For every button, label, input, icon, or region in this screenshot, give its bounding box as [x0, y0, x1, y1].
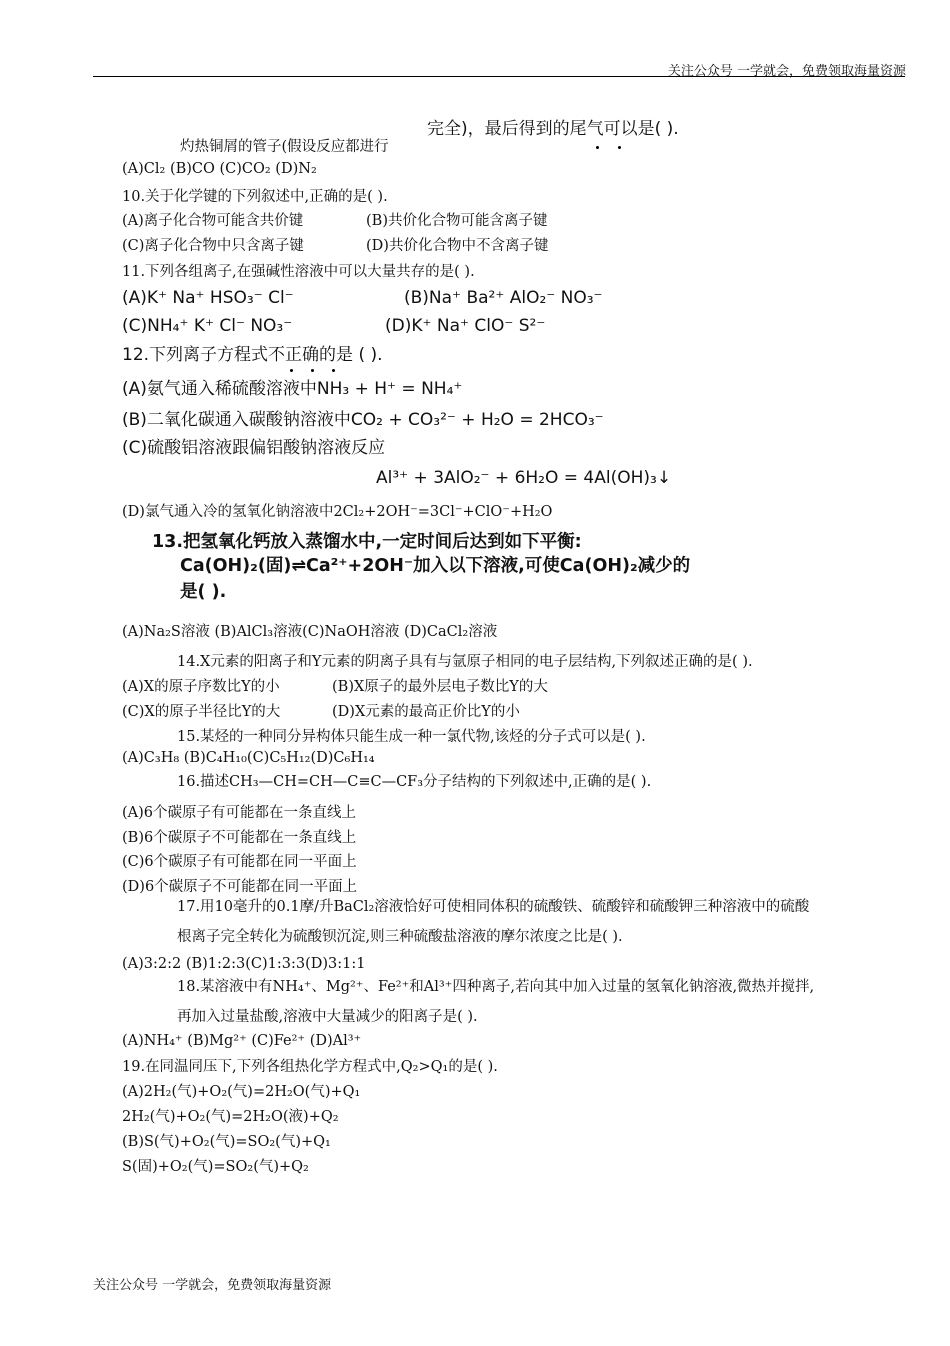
q14-stem: 14.X元素的阳离子和Y元素的阴离子具有与氩原子相同的电子层结构,下列叙述正确的是( ). [177, 654, 753, 670]
q14-option-a: (A)X的原子序数比Y的小 [122, 679, 280, 695]
q16-stem: 16.描述CH₃—CH=CH—C≡C—CF₃分子结构的下列叙述中,正确的是( ). [177, 774, 652, 790]
emphasis-dot [332, 369, 335, 372]
q9-line-a: 完全)，最后得到的尾气可以是( ). [427, 119, 679, 139]
q10-option-d: (D)共价化合物中不含离子键 [366, 238, 549, 254]
q9-line-b: 灼热铜屑的管子(假设反应都进行 [180, 139, 389, 155]
q14-option-b: (B)X原子的最外层电子数比Y的大 [332, 679, 548, 695]
page-footer: 关注公众号 一学就会，免费领取海量资源 [93, 1278, 332, 1293]
q10-option-c: (C)离子化合物中只含离子键 [122, 238, 304, 254]
q17-line-1: 17.用10毫升的0.1摩/升BaCl₂溶液恰好可使相同体积的硫酸铁、硫酸锌和硫酸钾三种溶液中的硫酸 [177, 899, 810, 915]
q10-option-a: (A)离子化合物可能含共价键 [122, 213, 304, 229]
emphasis-dot [290, 369, 293, 372]
q14-option-c: (C)X的原子半径比Y的大 [122, 704, 281, 720]
q17-options: (A)3:2:2 (B)1:2:3(C)1:3:3(D)3:1:1 [122, 956, 366, 972]
q19-option-a-eq2: 2H₂(气)+O₂(气)=2H₂O(液)+Q₂ [122, 1109, 339, 1125]
q10-option-b: (B)共价化合物可能含离子键 [366, 213, 548, 229]
q16-option-d: (D)6个碳原子不可能都在同一平面上 [122, 879, 358, 895]
emphasis-dot [596, 146, 599, 149]
q16-option-c: (C)6个碳原子有可能都在同一平面上 [122, 854, 357, 870]
q13-line-2: Ca(OH)₂(固)⇌Ca²⁺+2OH⁻加入以下溶液,可使Ca(OH)₂减少的 [180, 556, 691, 576]
q11-option-b: (B)Na⁺ Ba²⁺ AlO₂⁻ NO₃⁻ [404, 288, 603, 308]
q18-line-2: 再加入过量盐酸,溶液中大量减少的阳离子是( ). [177, 1009, 478, 1025]
q16-option-b: (B)6个碳原子不可能都在一条直线上 [122, 830, 357, 846]
q19-option-a-eq1: (A)2H₂(气)+O₂(气)=2H₂O(气)+Q₁ [122, 1084, 361, 1100]
q12-option-b: (B)二氧化碳通入碳酸钠溶液中CO₂ + CO₃²⁻ + H₂O = 2HCO₃⁻ [122, 410, 604, 430]
q18-options: (A)NH₄⁺ (B)Mg²⁺ (C)Fe²⁺ (D)Al³⁺ [122, 1033, 362, 1049]
q11-option-d: (D)K⁺ Na⁺ ClO⁻ S²⁻ [385, 316, 546, 336]
q9-options: (A)Cl₂ (B)CO (C)CO₂ (D)N₂ [122, 161, 317, 177]
q17-line-2: 根离子完全转化为硫酸钡沉淀,则三种硫酸盐溶液的摩尔浓度之比是( ). [177, 929, 623, 945]
q16-option-a: (A)6个碳原子有可能都在一条直线上 [122, 805, 357, 821]
q10-stem: 10.关于化学键的下列叙述中,正确的是( ). [122, 189, 388, 205]
q13-line-1: 13.把氢氧化钙放入蒸馏水中,一定时间后达到如下平衡: [152, 532, 582, 552]
q13-options: (A)Na₂S溶液 (B)AlCl₃溶液(C)NaOH溶液 (D)CaCl₂溶液 [122, 624, 498, 640]
q14-option-d: (D)X元素的最高正价比Y的小 [332, 704, 520, 720]
q11-stem: 11.下列各组离子,在强碱性溶液中可以大量共存的是( ). [122, 264, 475, 280]
q12-option-d: (D)氯气通入冷的氢氧化钠溶液中2Cl₂+2OH⁻=3Cl⁻+ClO⁻+H₂O [122, 504, 553, 520]
q12-option-c-equation: Al³⁺ + 3AlO₂⁻ + 6H₂O = 4Al(OH)₃↓ [376, 468, 672, 488]
q15-options: (A)C₃H₈ (B)C₄H₁₀(C)C₅H₁₂(D)C₆H₁₄ [122, 750, 375, 766]
q12-option-c: (C)硫酸铝溶液跟偏铝酸钠溶液反应 [122, 438, 386, 458]
emphasis-dot [618, 146, 621, 149]
q19-option-b-eq2: S(固)+O₂(气)=SO₂(气)+Q₂ [122, 1159, 309, 1175]
q11-option-c: (C)NH₄⁺ K⁺ Cl⁻ NO₃⁻ [122, 316, 293, 336]
q19-option-b-eq1: (B)S(气)+O₂(气)=SO₂(气)+Q₁ [122, 1134, 331, 1150]
q18-line-1: 18.某溶液中有NH₄⁺、Mg²⁺、Fe²⁺和Al³⁺四种离子,若向其中加入过量的氢氧化钠溶液,微热并搅拌, [177, 979, 815, 995]
q19-stem: 19.在同温同压下,下列各组热化学方程式中,Q₂>Q₁的是( ). [122, 1059, 498, 1075]
q12-stem: 12.下列离子方程式不正确的是 ( ). [122, 345, 383, 365]
q13-line-3: 是( ). [180, 582, 227, 602]
q12-option-a: (A)氨气通入稀硫酸溶液中NH₃ + H⁺ = NH₄⁺ [122, 379, 463, 399]
emphasis-dot [311, 369, 314, 372]
page-header: 关注公众号 一学就会，免费领取海量资源 [667, 64, 906, 79]
q15-stem: 15.某烃的一种同分异构体只能生成一种一氯代物,该烃的分子式可以是( ). [177, 729, 646, 745]
q11-option-a: (A)K⁺ Na⁺ HSO₃⁻ Cl⁻ [122, 288, 294, 308]
header-rule [93, 76, 905, 77]
